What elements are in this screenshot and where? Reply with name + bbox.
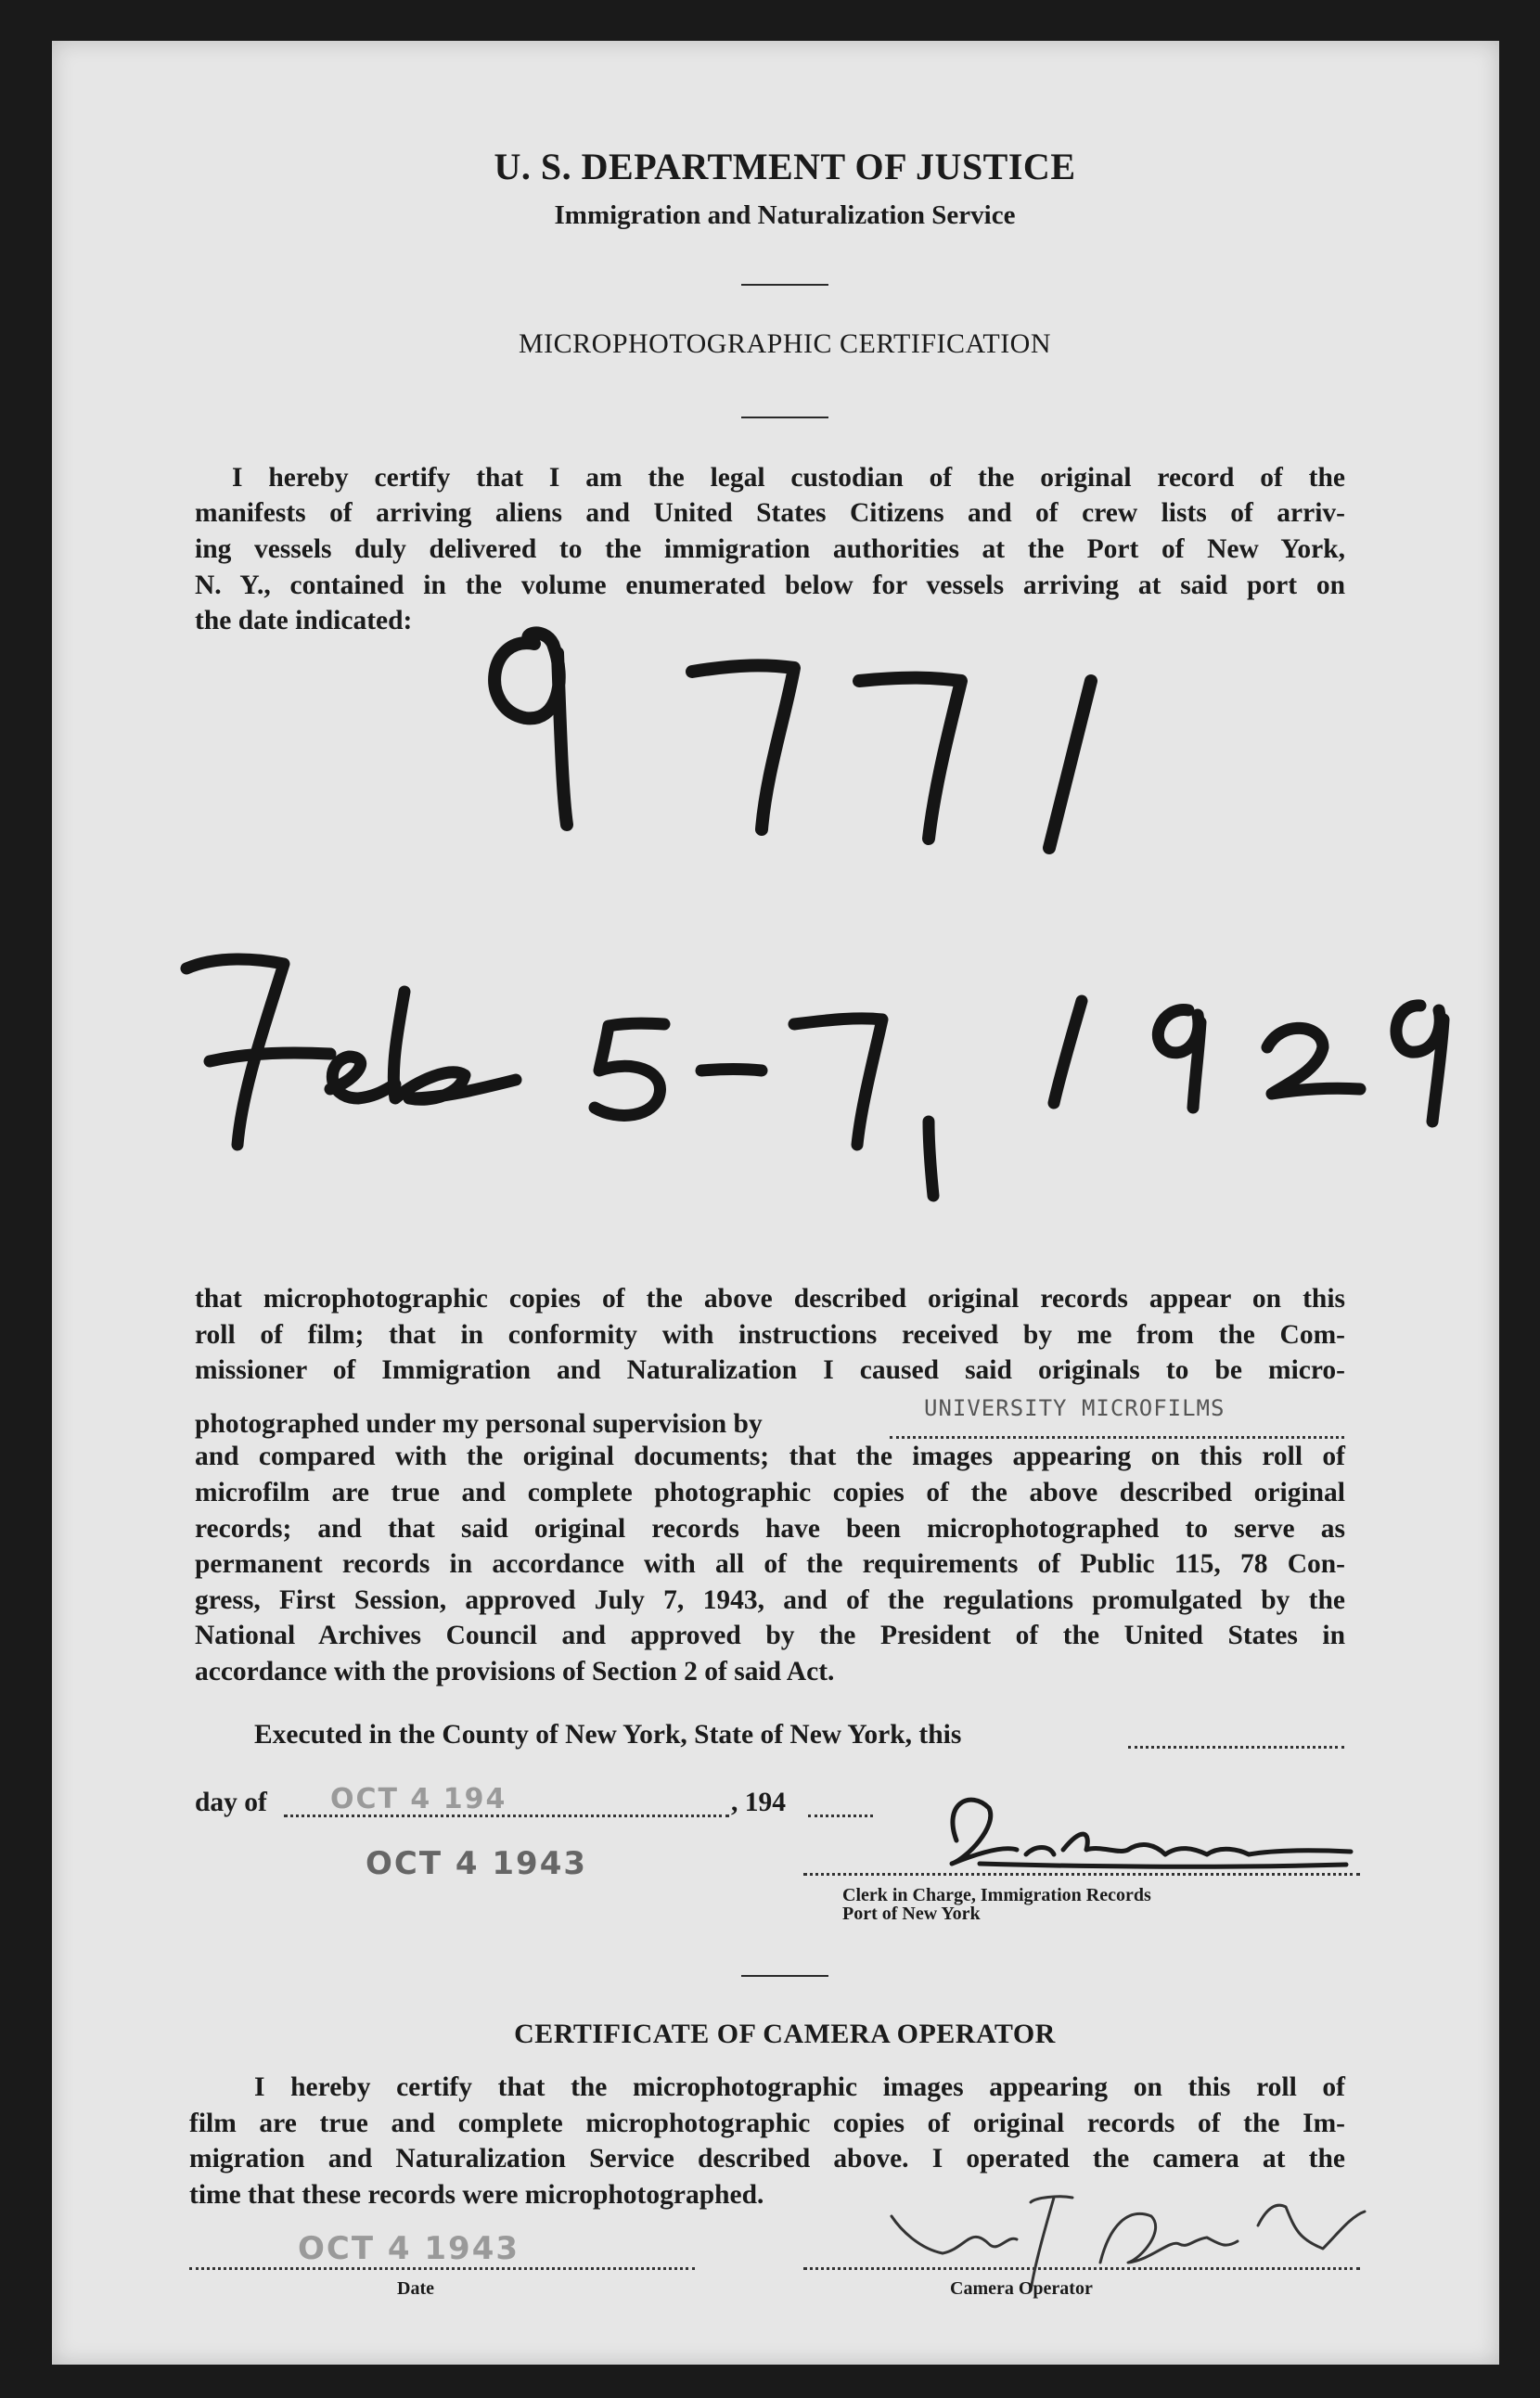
certificate-sheet xyxy=(52,41,1499,2365)
clerk-title-line1: Clerk in Charge, Immigration Records xyxy=(842,1885,1151,1905)
inline-date-stamp: OCT 4 194 xyxy=(330,1783,507,1815)
body-line-10: National Archives Council and approved by the President of the United States in xyxy=(195,1621,1345,1650)
body-line-4: photographed under my personal supervision by xyxy=(195,1409,763,1439)
camera-operator-label: Camera Operator xyxy=(950,2278,1093,2299)
camera-line-3: migration and Naturalization Service described above. I operated the camera at the xyxy=(189,2144,1345,2174)
camera-date-label: Date xyxy=(397,2278,434,2299)
department-title: U. S. DEPARTMENT OF JUSTICE xyxy=(494,146,1076,187)
intro-line-2: manifests of arriving aliens and United States Citizens and of crew lists of arriv- xyxy=(195,498,1345,528)
camera-line-2: film are true and complete microphotographic copies of original records of the Im- xyxy=(189,2109,1345,2138)
body-line-1: that microphotographic copies of the above described original records appear on this xyxy=(195,1284,1345,1314)
supervisor-typed: UNIVERSITY MICROFILMS xyxy=(924,1395,1226,1421)
intro-line-4: N. Y., contained in the volume enumerated below for vessels arriving at said port on xyxy=(195,571,1345,600)
year-prefix: , 194 xyxy=(731,1788,786,1817)
execution-date-stamp: OCT 4 1943 xyxy=(366,1845,588,1882)
intro-line-1: I hereby certify that I am the legal custodian of the original record of the xyxy=(232,463,1345,493)
camera-certificate-title: CERTIFICATE OF CAMERA OPERATOR xyxy=(514,2019,1056,2049)
body-line-5: and compared with the original documents; that the images appearing on this roll of xyxy=(195,1442,1345,1471)
camera-line-4: time that these records were microphotographed. xyxy=(189,2180,764,2210)
executed-text: Executed in the County of New York, State of New York, this xyxy=(254,1720,962,1750)
body-line-6: microfilm are true and complete photographic copies of the above described original xyxy=(195,1478,1345,1507)
service-name: Immigration and Naturalization Service xyxy=(554,200,1016,230)
body-line-11: accordance with the provisions of Section 2 of said Act. xyxy=(195,1657,835,1686)
body-line-7: records; and that said original records have been microphotographed to serve as xyxy=(195,1514,1345,1544)
form-title: MICROPHOTOGRAPHIC CERTIFICATION xyxy=(518,328,1052,359)
intro-line-5: the date indicated: xyxy=(195,606,413,635)
camera-date-stamp: OCT 4 1943 xyxy=(298,2230,520,2267)
clerk-title-line2: Port of New York xyxy=(842,1904,981,1924)
body-line-8: permanent records in accordance with all of the requirements of Public 115, 78 Con- xyxy=(195,1549,1345,1579)
body-line-9: gress, First Session, approved July 7, 1943, and of the regulations promulgated by the xyxy=(195,1585,1345,1615)
camera-line-1: I hereby certify that the microphotographic images appearing on this roll of xyxy=(254,2072,1345,2102)
body-line-2: roll of film; that in conformity with instructions received by me from the Com- xyxy=(195,1320,1345,1350)
day-of-label: day of xyxy=(195,1788,267,1817)
camera-operator-signature xyxy=(52,41,1518,2360)
body-line-3: missioner of Immigration and Naturalization I caused said originals to be micro- xyxy=(195,1355,1345,1385)
intro-line-3: ing vessels duly delivered to the immigration authorities at the Port of New York, xyxy=(195,534,1345,564)
